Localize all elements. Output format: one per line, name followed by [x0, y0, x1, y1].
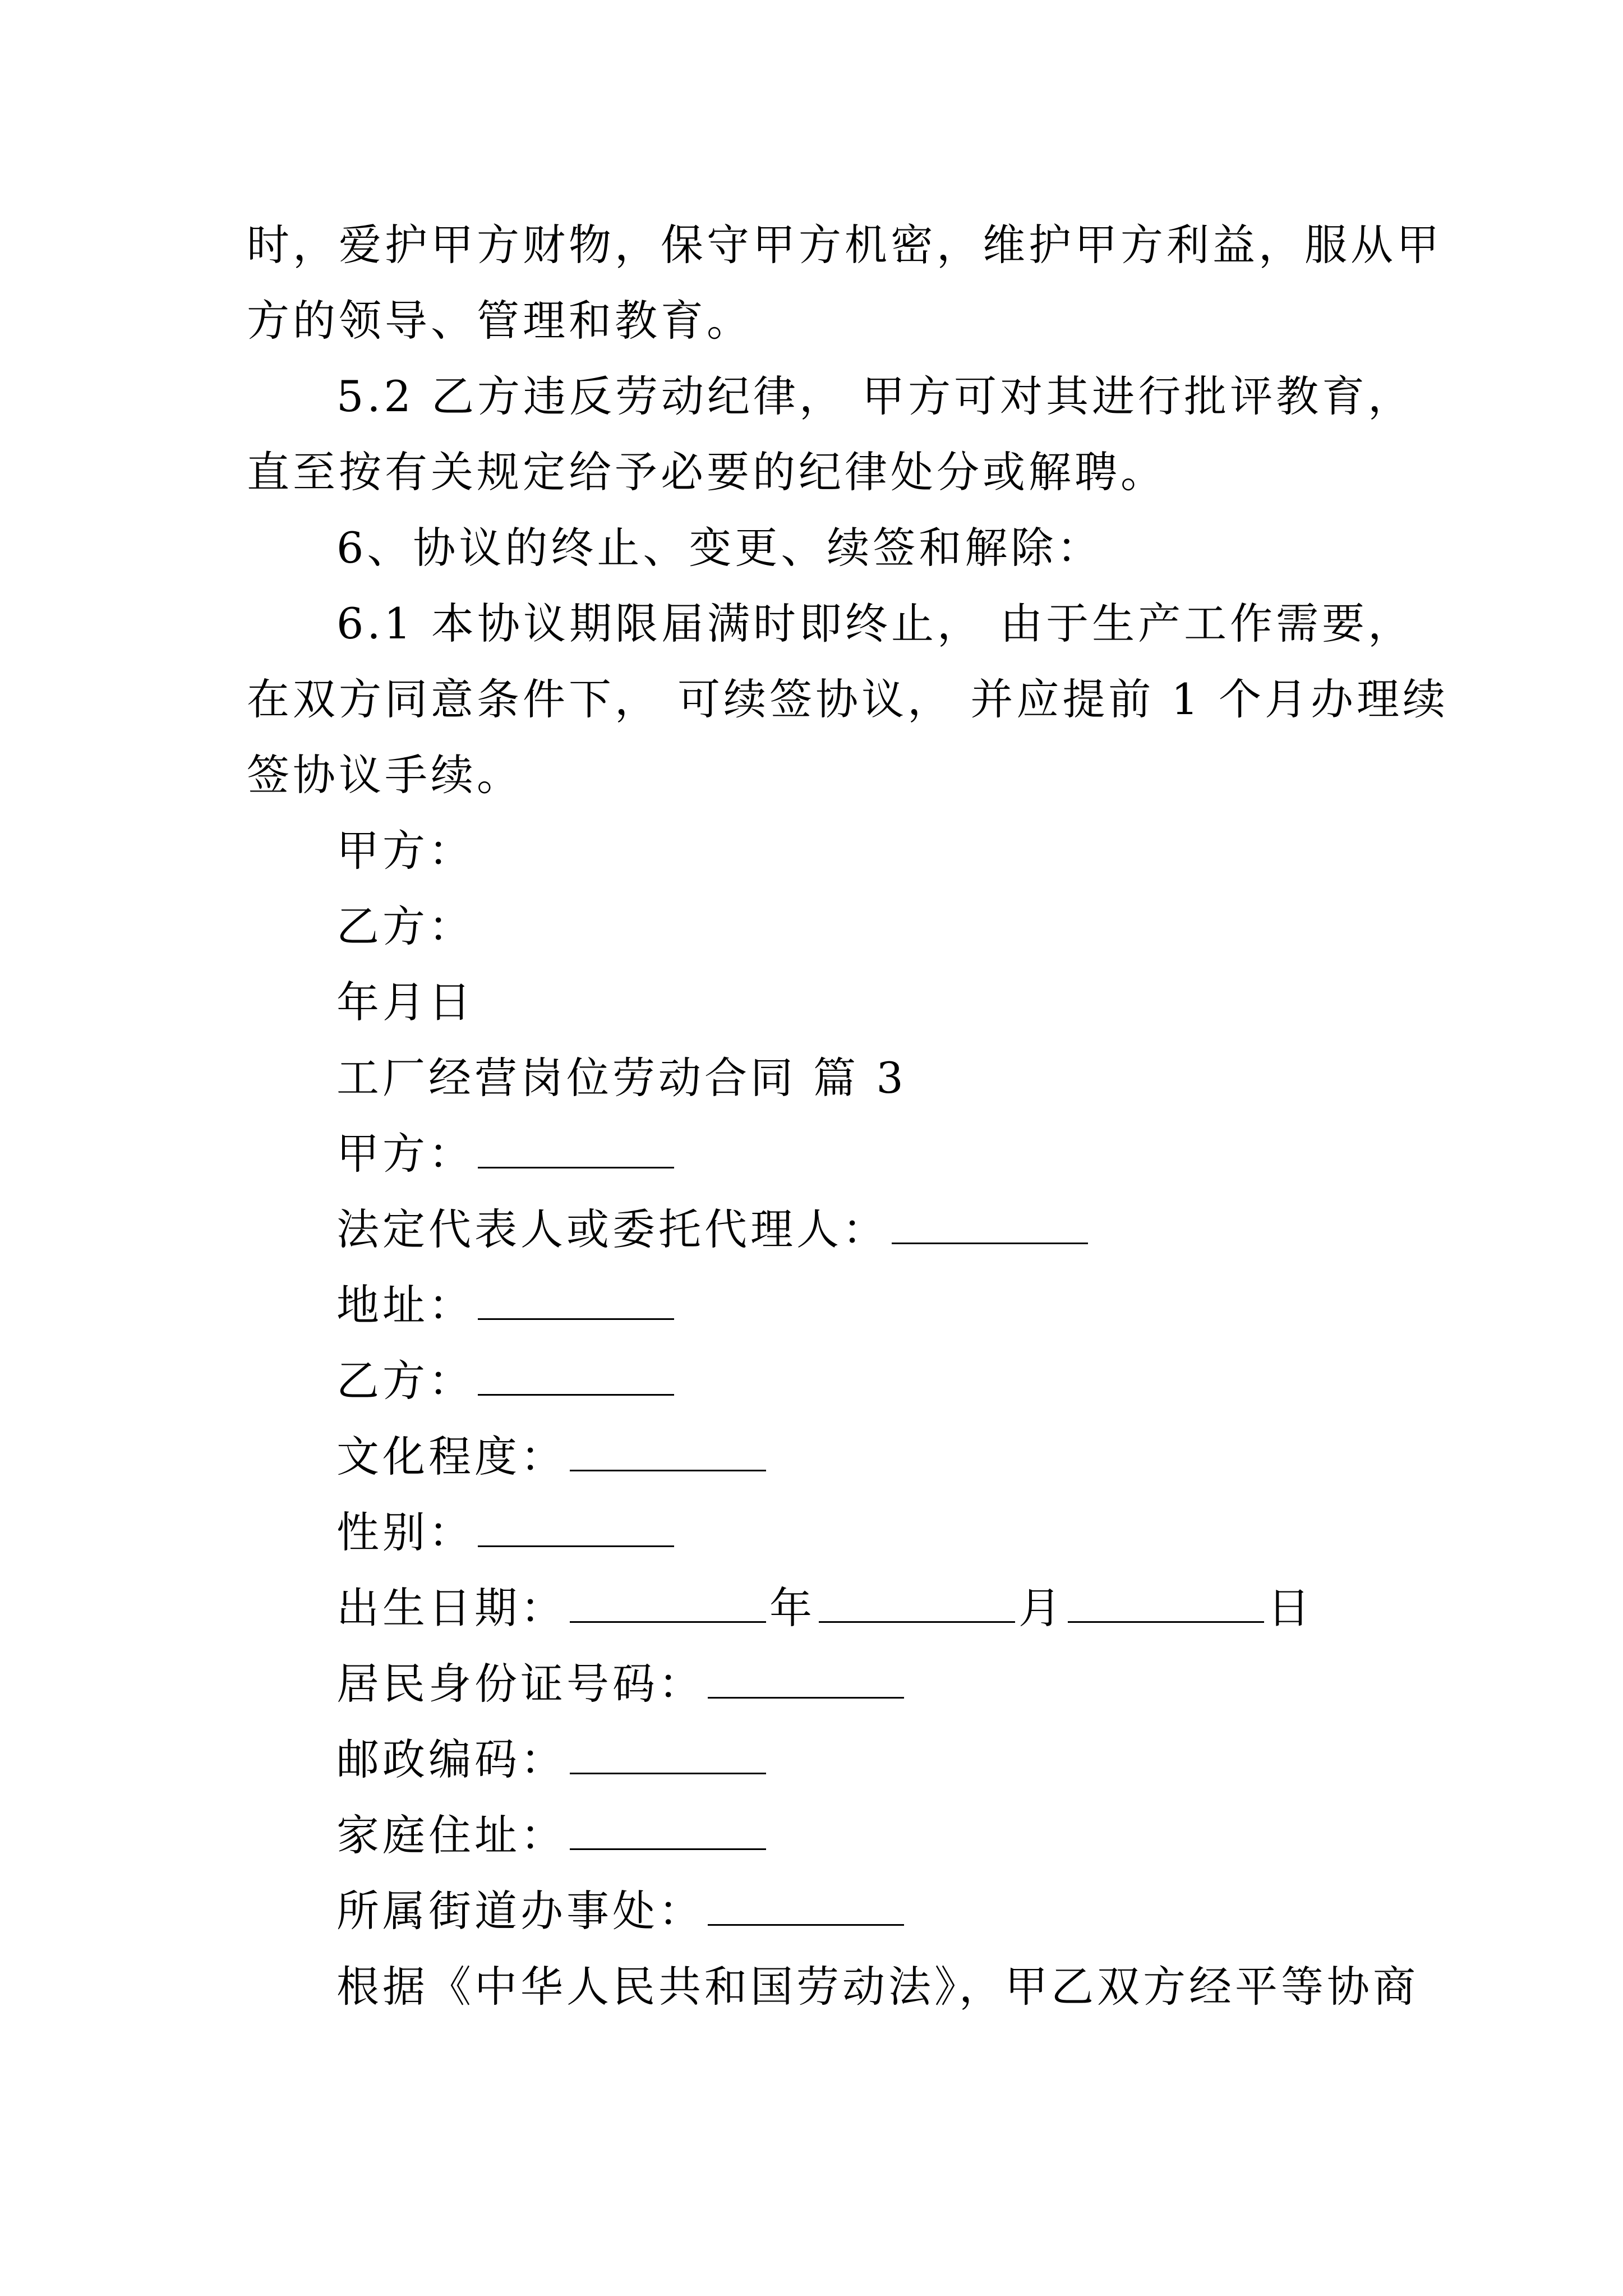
field-label: 邮政编码：	[336, 1734, 566, 1784]
fill-blank	[570, 1739, 766, 1774]
fill-blank	[819, 1588, 1015, 1623]
paragraph-line: 根据《中华人民共和国劳动法》，甲乙双方经平等协商	[336, 1962, 1419, 2012]
field-address	[336, 1277, 677, 1333]
signature-party-b: 乙方：	[336, 901, 474, 951]
signature-party-a: 甲方：	[336, 826, 474, 876]
field-label: 乙方：	[336, 1356, 474, 1406]
field-label: 居民身份证号码：	[336, 1659, 704, 1709]
fill-blank	[478, 1133, 674, 1168]
fill-blank	[570, 1588, 766, 1623]
field-label: 出生日期：	[336, 1583, 566, 1633]
field-id-number	[336, 1656, 907, 1712]
field-education	[336, 1429, 769, 1485]
field-street-office	[336, 1883, 907, 1939]
fill-blank	[1068, 1588, 1264, 1623]
paragraph-line: 在双方同意条件下， 可续签协议， 并应提前 1 个月办理续	[247, 674, 1449, 724]
fill-blank	[570, 1436, 766, 1471]
fill-blank	[478, 1512, 674, 1547]
month-unit: 月	[1018, 1583, 1064, 1633]
field-label: 性别：	[336, 1507, 474, 1557]
paragraph-line: 6.1 本协议期限届满时即终止， 由于生产工作需要，	[336, 599, 1414, 648]
field-party-a	[336, 1126, 677, 1182]
field-postal-code	[336, 1732, 769, 1788]
day-unit: 日	[1267, 1583, 1313, 1633]
field-label: 法定代表人或委托代理人：	[336, 1204, 888, 1254]
field-label: 甲方：	[336, 1129, 474, 1179]
paragraph-line: 签协议手续。	[247, 750, 523, 800]
field-party-b	[336, 1353, 677, 1409]
field-representative	[336, 1202, 1091, 1258]
field-label: 文化程度：	[336, 1432, 566, 1481]
field-label: 所属街道办事处：	[336, 1886, 704, 1936]
section-heading: 6、协议的终止、变更、续签和解除：	[336, 523, 1103, 573]
field-label: 地址：	[336, 1280, 474, 1330]
paragraph-line: 直至按有关规定给予必要的纪律处分或解聘。	[247, 447, 1166, 497]
field-birth-date	[336, 1580, 1313, 1636]
fill-blank	[570, 1815, 766, 1850]
fill-blank	[892, 1209, 1088, 1244]
paragraph-line: 时，爱护甲方财物，保守甲方机密，维护甲方利益，服从甲	[247, 220, 1442, 270]
signature-date: 年月日	[336, 977, 474, 1027]
field-home-address	[336, 1807, 769, 1864]
paragraph-line: 5.2 乙方违反劳动纪律， 甲方可对其进行批评教育，	[336, 371, 1414, 421]
fill-blank	[478, 1285, 674, 1320]
fill-blank	[708, 1663, 904, 1699]
fill-blank	[708, 1890, 904, 1926]
field-gender	[336, 1504, 677, 1561]
paragraph-line: 方的领导、管理和教育。	[247, 296, 753, 346]
fill-blank	[478, 1360, 674, 1396]
field-label: 家庭住址：	[336, 1810, 566, 1860]
year-unit: 年	[769, 1583, 815, 1633]
contract-title: 工厂经营岗位劳动合同 篇 3	[336, 1053, 907, 1103]
